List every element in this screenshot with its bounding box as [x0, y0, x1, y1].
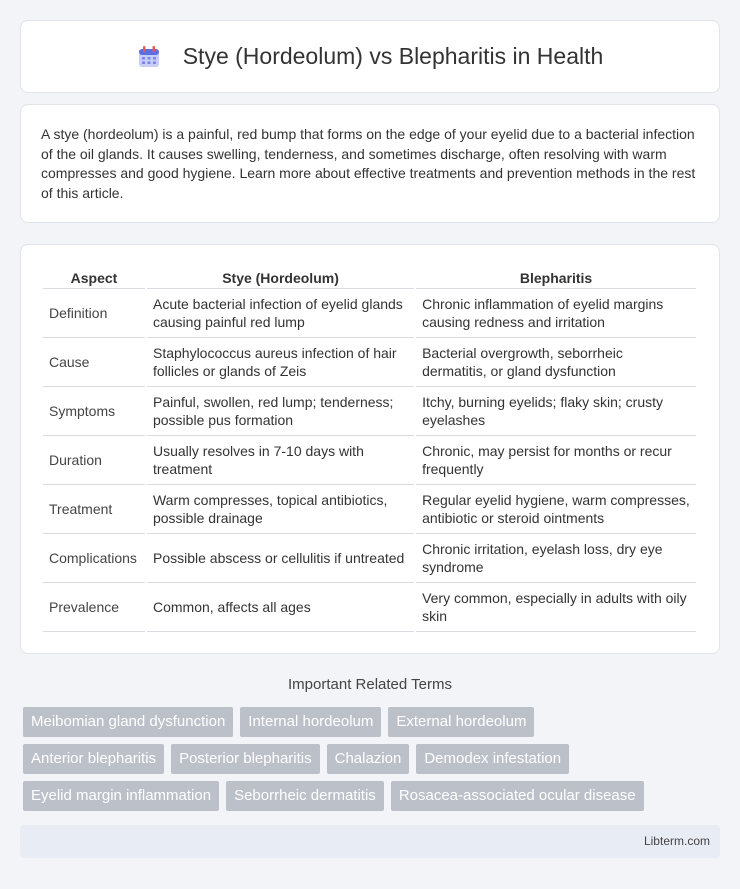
table-row [43, 338, 696, 387]
aspect-cell: Duration [43, 436, 145, 485]
column-header: Blepharitis [416, 265, 696, 289]
aspect-cell: Cause [43, 338, 145, 387]
aspect-cell: Symptoms [43, 387, 145, 436]
value-cell: Acute bacterial infection of eyelid glands causing painful red lump [147, 289, 414, 338]
value-cell: Chronic inflammation of eyelid margins causing redness and irritation [416, 289, 696, 338]
column-header: Aspect [43, 265, 145, 289]
footer-text[interactable]: Libterm.com [643, 834, 710, 848]
header-card [20, 20, 720, 93]
table-row [43, 583, 696, 632]
related-term-tag[interactable]: Meibomian gland dysfunction [23, 707, 233, 737]
table-body [43, 289, 696, 632]
comparison-table [41, 265, 698, 632]
value-cell: Possible abscess or cellulitis if untreated [147, 534, 414, 583]
related-term-tag[interactable]: Seborrheic dermatitis [226, 781, 384, 811]
value-cell: Staphylococcus aureus infection of hair follicles or glands of Zeis [147, 338, 414, 387]
related-term-tag[interactable]: Anterior blepharitis [23, 744, 164, 774]
footer [20, 825, 720, 858]
related-terms-row [23, 781, 723, 811]
value-cell: Regular eyelid hygiene, warm compresses, antibiotic or steroid ointments [416, 485, 696, 534]
related-term-tag[interactable]: Demodex infestation [416, 744, 569, 774]
calendar-icon [137, 45, 161, 69]
value-cell: Usually resolves in 7-10 days with treatment [147, 436, 414, 485]
table-row [43, 485, 696, 534]
related-term-tag[interactable]: Posterior blepharitis [171, 744, 320, 774]
aspect-cell: Definition [43, 289, 145, 338]
table-row [43, 436, 696, 485]
intro-text: A stye (hordeolum) is a painful, red bump that forms on the edge of your eyelid due to a bacterial infection of the oil glands. It causes swelling, tenderness, and sometimes discharge, often resolving with warm compresses and good hygiene. Learn more about effective treatments and prevention methods in the rest of this article. [41, 126, 696, 201]
table-header-row [43, 265, 696, 289]
related-term-tag[interactable]: Chalazion [327, 744, 410, 774]
aspect-cell: Treatment [43, 485, 145, 534]
value-cell: Common, affects all ages [147, 583, 414, 632]
page-title: Stye (Hordeolum) vs Blepharitis in Health [182, 43, 604, 69]
value-cell: Painful, swollen, red lump; tenderness; possible pus formation [147, 387, 414, 436]
intro-card [20, 104, 720, 223]
value-cell: Warm compresses, topical antibiotics, possible drainage [147, 485, 414, 534]
value-cell: Chronic, may persist for months or recur frequently [416, 436, 696, 485]
related-term-tag[interactable]: Rosacea-associated ocular disease [391, 781, 644, 811]
table-row [43, 289, 696, 338]
table-row [43, 387, 696, 436]
related-term-tag[interactable]: External hordeolum [388, 707, 534, 737]
related-terms-row [23, 707, 723, 737]
aspect-cell: Prevalence [43, 583, 145, 632]
related-term-tag[interactable]: Internal hordeolum [240, 707, 381, 737]
value-cell: Chronic irritation, eyelash loss, dry eye syndrome [416, 534, 696, 583]
related-terms-title: Important Related Terms [288, 676, 452, 693]
value-cell: Bacterial overgrowth, seborrheic dermatitis, or gland dysfunction [416, 338, 696, 387]
table-row [43, 534, 696, 583]
related-terms-list [23, 707, 723, 818]
value-cell: Itchy, burning eyelids; flaky skin; crusty eyelashes [416, 387, 696, 436]
related-terms-row [23, 744, 723, 774]
aspect-cell: Complications [43, 534, 145, 583]
value-cell: Very common, especially in adults with oily skin [416, 583, 696, 632]
comparison-card [20, 244, 720, 654]
column-header: Stye (Hordeolum) [147, 265, 414, 289]
related-term-tag[interactable]: Eyelid margin inflammation [23, 781, 219, 811]
